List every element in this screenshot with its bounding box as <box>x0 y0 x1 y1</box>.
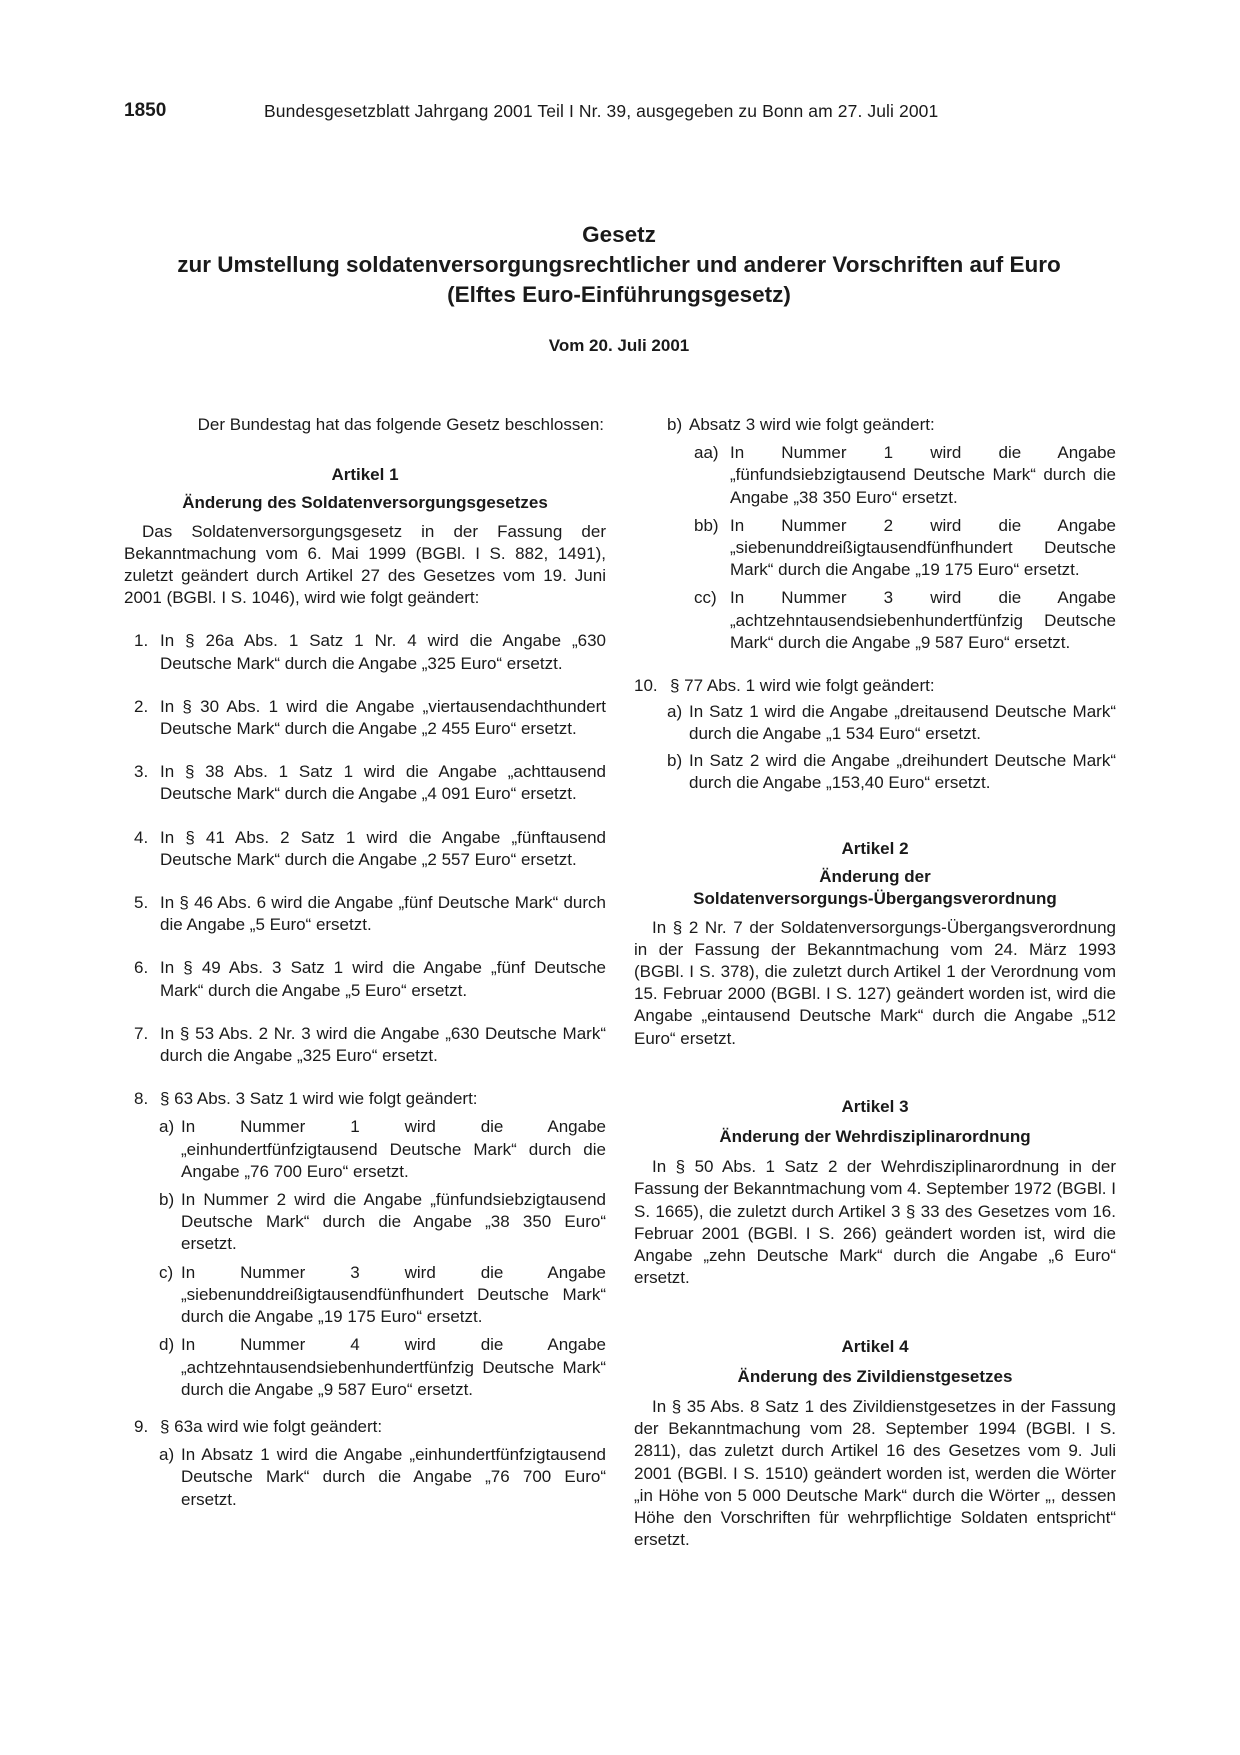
item-text: § 63a wird wie folgt geändert: <box>160 1416 383 1436</box>
sub-item <box>634 701 1116 745</box>
sub-item-text: In Nummer 2 wird die Angabe „fünfundsiebzigtausend Deutsche Mark“ durch die Angabe „38 350 Euro“ ersetzt. <box>181 1190 606 1254</box>
sub-item <box>634 414 1116 436</box>
sub-sub-item-letter: bb) <box>694 515 719 535</box>
item-number: 5. <box>134 893 149 913</box>
sub-item-text: In Nummer 4 wird die Angabe „achtzehntausendsiebenhundertfünfzig Deutsche Mark“ durch die Angabe „9 587 Euro“ ersetzt. <box>181 1335 606 1399</box>
sub-sub-item-text: In Nummer 3 wird die Angabe „achtzehntausendsiebenhundertfünfzig Deutsche Mark“ durch die Angabe „9 587 Euro“ ersetzt. <box>730 588 1116 652</box>
item-text: In § 46 Abs. 6 wird die Angabe „fünf Deutsche Mark“ durch die Angabe „5 Euro“ ersetzt. <box>160 893 606 935</box>
article-4-number: Artikel 4 <box>841 1336 909 1356</box>
sub-item-text: In Absatz 1 wird die Angabe „einhundertfünfzigtausend Deutsche Mark“ durch die Angabe „76 700 Euro“ ersetzt. <box>181 1445 606 1509</box>
sub-sub-item-text: In Nummer 1 wird die Angabe „fünfundsiebzigtausend Deutsche Mark“ durch die Angabe „38 350 Euro“ ersetzt. <box>730 443 1116 507</box>
list-item <box>124 630 606 674</box>
article-3-body: In § 50 Abs. 1 Satz 2 der Wehrdisziplinarordnung in der Fassung der Bekanntmachung vom 4. September 1972 (BGBl. I S. 1665), die zuletzt durch Artikel 3 § 33 des Gesetzes vom 16. Februar 2001 (BGBl. I S. 266) geändert worden ist, wird die Angabe „zehn Deutsche Mark“ durch die Angabe „6 Euro“ ersetzt. <box>634 1157 1116 1288</box>
list-item <box>124 696 606 740</box>
gazette-header: Bundesgesetzblatt Jahrgang 2001 Teil I Nr. 39, ausgegeben zu Bonn am 27. Juli 2001 <box>264 101 939 121</box>
item-number: 4. <box>134 827 149 847</box>
page-number: 1850 <box>124 100 167 121</box>
sub-item-letter: a) <box>159 1117 175 1137</box>
sub-sub-item-letter: aa) <box>694 443 719 463</box>
item-number: 3. <box>134 762 149 782</box>
sub-item-text: In Satz 1 wird die Angabe „dreitausend Deutsche Mark“ durch die Angabe „1 534 Euro“ ersetzt. <box>689 702 1116 744</box>
sub-item <box>124 1444 606 1511</box>
sub-item-text: In Satz 2 wird die Angabe „dreihundert Deutsche Mark“ durch die Angabe „153,40 Euro“ ersetzt. <box>689 750 1116 792</box>
sub-sub-item <box>634 587 1116 654</box>
article-1-title: Änderung des Soldatenversorgungsgesetzes <box>182 493 548 513</box>
item-number: 9. <box>134 1416 149 1436</box>
list-item <box>124 1023 606 1067</box>
sub-item <box>124 1262 606 1329</box>
item-text: In § 26a Abs. 1 Satz 1 Nr. 4 wird die Angabe „630 Deutsche Mark“ durch die Angabe „325 Euro“ ersetzt. <box>160 631 606 673</box>
item-number: 1. <box>134 631 149 651</box>
sub-item <box>124 1116 606 1183</box>
item-text: § 63 Abs. 3 Satz 1 wird wie folgt geändert: <box>160 1089 478 1109</box>
list-item <box>634 675 1116 697</box>
law-title-block <box>124 220 1114 356</box>
item-text: In § 41 Abs. 2 Satz 1 wird die Angabe „fünftausend Deutsche Mark“ durch die Angabe „2 557 Euro“ ersetzt. <box>160 827 606 869</box>
article-1-body: Das Soldatenversorgungsgesetz in der Fassung der Bekanntmachung vom 6. Mai 1999 (BGBl. I S. 882, 1491), zuletzt geändert durch Artikel 27 des Gesetzes vom 19. Juni 2001 (BGBl. I S. 1046), wird wie folgt geändert: <box>124 521 606 608</box>
item-text: In § 49 Abs. 3 Satz 1 wird die Angabe „fünf Deutsche Mark“ durch die Angabe „5 Euro“ ersetzt. <box>160 958 606 1000</box>
sub-item-letter: d) <box>159 1335 175 1355</box>
sub-item-letter: a) <box>159 1445 175 1465</box>
item-text: In § 53 Abs. 2 Nr. 3 wird die Angabe „630 Deutsche Mark“ durch die Angabe „325 Euro“ ersetzt. <box>160 1023 606 1066</box>
list-item <box>124 892 606 936</box>
left-column <box>124 414 606 1511</box>
law-date: Vom 20. Juli 2001 <box>548 336 690 355</box>
list-item <box>124 1088 606 1110</box>
sub-sub-item-letter: cc) <box>694 588 717 608</box>
list-item <box>124 761 606 805</box>
sub-item-letter: b) <box>159 1190 175 1210</box>
right-column <box>634 414 1116 1551</box>
item-text: § 77 Abs. 1 wird wie folgt geändert: <box>670 676 935 696</box>
sub-item-letter: b) <box>667 415 683 434</box>
sub-sub-item <box>634 515 1116 582</box>
article-3-number: Artikel 3 <box>841 1096 909 1116</box>
article-2-title-line1: Änderung der <box>819 867 931 887</box>
item-number: 2. <box>134 696 149 716</box>
sub-item-letter: a) <box>667 702 683 722</box>
item-text: In § 38 Abs. 1 Satz 1 wird die Angabe „achttausend Deutsche Mark“ durch die Angabe „4 091 Euro“ ersetzt. <box>160 762 606 804</box>
law-title-word: Gesetz <box>582 222 656 247</box>
list-item <box>124 1416 606 1438</box>
sub-item-text: Absatz 3 wird wie folgt geändert: <box>689 415 935 434</box>
running-head <box>124 100 1114 126</box>
law-title: zur Umstellung soldatenversorgungsrechtlicher und anderer Vorschriften auf Euro <box>177 252 1061 277</box>
article-3-title: Änderung der Wehrdisziplinarordnung <box>719 1127 1031 1147</box>
item-number: 6. <box>134 958 149 978</box>
list-item <box>124 827 606 871</box>
item-number: 7. <box>134 1023 149 1043</box>
sub-item-letter: c) <box>159 1262 174 1282</box>
article-2-title-line2: Soldatenversorgungs-Übergangsverordnung <box>693 889 1057 909</box>
article-1-number: Artikel 1 <box>331 465 399 485</box>
article-2-body: In § 2 Nr. 7 der Soldatenversorgungs-Übergangsverordnung in der Fassung der Bekanntmachung vom 24. März 1993 (BGBl. I S. 378), die zuletzt durch Artikel 1 der Verordnung vom 15. Februar 2000 (BGBl. I S. 127) geändert worden ist, wird die Angabe „eintausend Deutsche Mark“ durch die Angabe „512 Euro“ ersetzt. <box>634 917 1116 1048</box>
article-2-number: Artikel 2 <box>841 839 909 859</box>
enactment-clause: Der Bundestag hat das folgende Gesetz beschlossen: <box>197 415 604 434</box>
sub-item <box>124 1334 606 1401</box>
item-text: In § 30 Abs. 1 wird die Angabe „viertausendachthundert Deutsche Mark“ durch die Angabe „2 455 Euro“ ersetzt. <box>160 696 606 739</box>
item-number: 10. <box>634 676 658 696</box>
item-number: 8. <box>134 1089 149 1109</box>
law-short-title: (Elftes Euro-Einführungsgesetz) <box>447 282 791 307</box>
sub-sub-item-text: In Nummer 2 wird die Angabe „siebenunddreißigtausendfünfhundert Deutsche Mark“ durch die Angabe „19 175 Euro“ ersetzt. <box>730 515 1116 580</box>
sub-item-letter: b) <box>667 750 683 770</box>
sub-item <box>634 750 1116 794</box>
article-4-title: Änderung des Zivildienstgesetzes <box>737 1366 1013 1386</box>
article-4-body: In § 35 Abs. 8 Satz 1 des Zivildienstgesetzes in der Fassung der Bekanntmachung vom 28. September 1994 (BGBl. I S. 2811), das zuletzt durch Artikel 16 des Gesetzes vom 9. Juli 2001 (BGBl. I S. 1510) geändert worden ist, werden die Wörter „in Höhe von 5 000 Deutsche Mark“ durch die Wörter „, dessen Höhe den Vorschriften für wehrpflichtige Soldaten entspricht“ ersetzt. <box>634 1396 1116 1550</box>
sub-item-text: In Nummer 1 wird die Angabe „einhundertfünfzigtausend Deutsche Mark“ durch die Angabe „76 700 Euro“ ersetzt. <box>181 1117 606 1181</box>
sub-sub-item <box>634 442 1116 509</box>
list-item <box>124 957 606 1001</box>
sub-item <box>124 1189 606 1256</box>
sub-item-text: In Nummer 3 wird die Angabe „siebenunddreißigtausendfünfhundert Deutsche Mark“ durch die Angabe „19 175 Euro“ ersetzt. <box>181 1262 606 1327</box>
